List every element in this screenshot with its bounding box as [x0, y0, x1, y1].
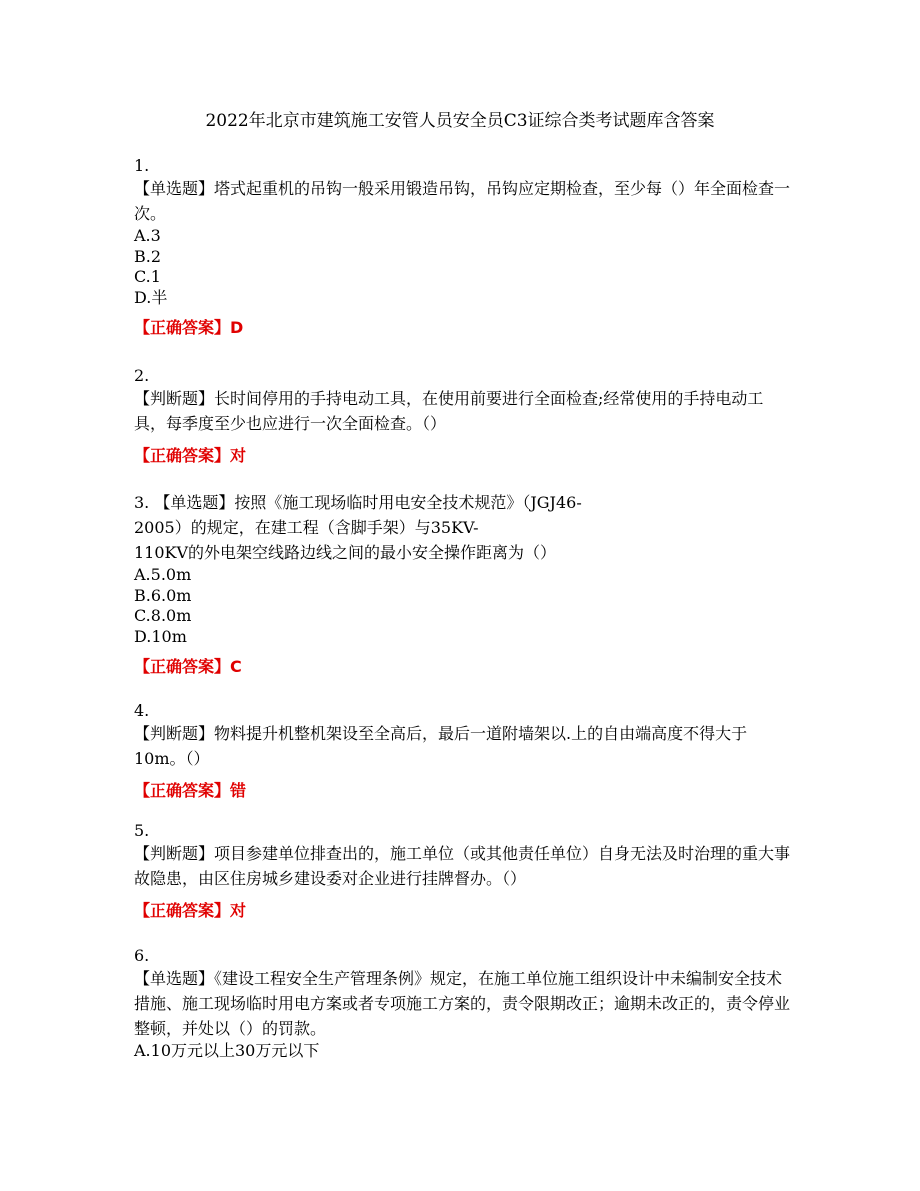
question-stem: 【单选题】塔式起重机的吊钩一般采用锻造吊钩，吊钩应定期检查，至少每（）年全面检查一次。 — [134, 179, 791, 223]
option-a: A.10万元以上30万元以下 — [134, 1041, 320, 1060]
correct-answer: 【正确答案】对 — [134, 901, 247, 920]
correct-answer: 【正确答案】D — [134, 318, 244, 337]
question-stem: 【判断题】长时间停用的手持电动工具，在使用前要进行全面检查;经常使用的手持电动工具，每季度至少也应进行一次全面检查。（） — [134, 389, 764, 433]
question-number: 5. — [134, 821, 150, 840]
question-stem-line: 2005）的规定，在建工程（含脚手架）与35KV- — [134, 518, 479, 537]
question-number: 2. — [134, 366, 150, 385]
correct-answer: 【正确答案】对 — [134, 446, 247, 465]
question-stem-line: 110KV的外电架空线路边线之间的最小安全操作距离为（） — [134, 543, 557, 562]
option-b: B.6.0m — [134, 585, 192, 605]
question-number: 4. — [134, 701, 150, 720]
option-d: D.10m — [134, 626, 187, 646]
question-6 — [134, 945, 794, 1062]
question-1 — [134, 155, 794, 339]
question-5 — [134, 820, 794, 922]
question-2 — [134, 365, 794, 467]
document-title: 2022年北京市建筑施工安管人员安全员C3证综合类考试题库含答案 — [205, 111, 715, 131]
question-stem-line: 3. 【单选题】按照《施工现场临时用电安全技术规范》（JGJ46- — [134, 493, 582, 512]
correct-answer: 【正确答案】错 — [134, 781, 247, 800]
option-a: A.5.0m — [134, 565, 192, 584]
question-number: 1. — [134, 156, 150, 175]
question-3 — [134, 490, 794, 678]
option-c: C.8.0m — [134, 606, 192, 625]
option-b: B.2 — [134, 246, 162, 266]
question-stem: 【判断题】项目参建单位排查出的，施工单位（或其他责任单位）自身无法及时治理的重大事故隐患，由区住房城乡建设委对企业进行挂牌督办。（） — [134, 844, 791, 888]
option-d: D.半 — [134, 287, 168, 307]
question-stem: 【单选题】《建设工程安全生产管理条例》规定，在施工单位施工组织设计中未编制安全技术措施、施工现场临时用电方案或者专项施工方案的，责令限期改正；逾期未改正的，责令停业整顿，并处以（）的罚款。 — [134, 969, 791, 1038]
question-number: 6. — [134, 946, 150, 965]
question-4 — [134, 700, 794, 802]
question-stem: 【判断题】物料提升机整机架设至全高后，最后一道附墙架以.上的自由端高度不得大于10m。（） — [134, 724, 748, 768]
option-c: C.1 — [134, 267, 161, 286]
option-a: A.3 — [134, 226, 161, 245]
correct-answer: 【正确答案】C — [134, 657, 242, 676]
